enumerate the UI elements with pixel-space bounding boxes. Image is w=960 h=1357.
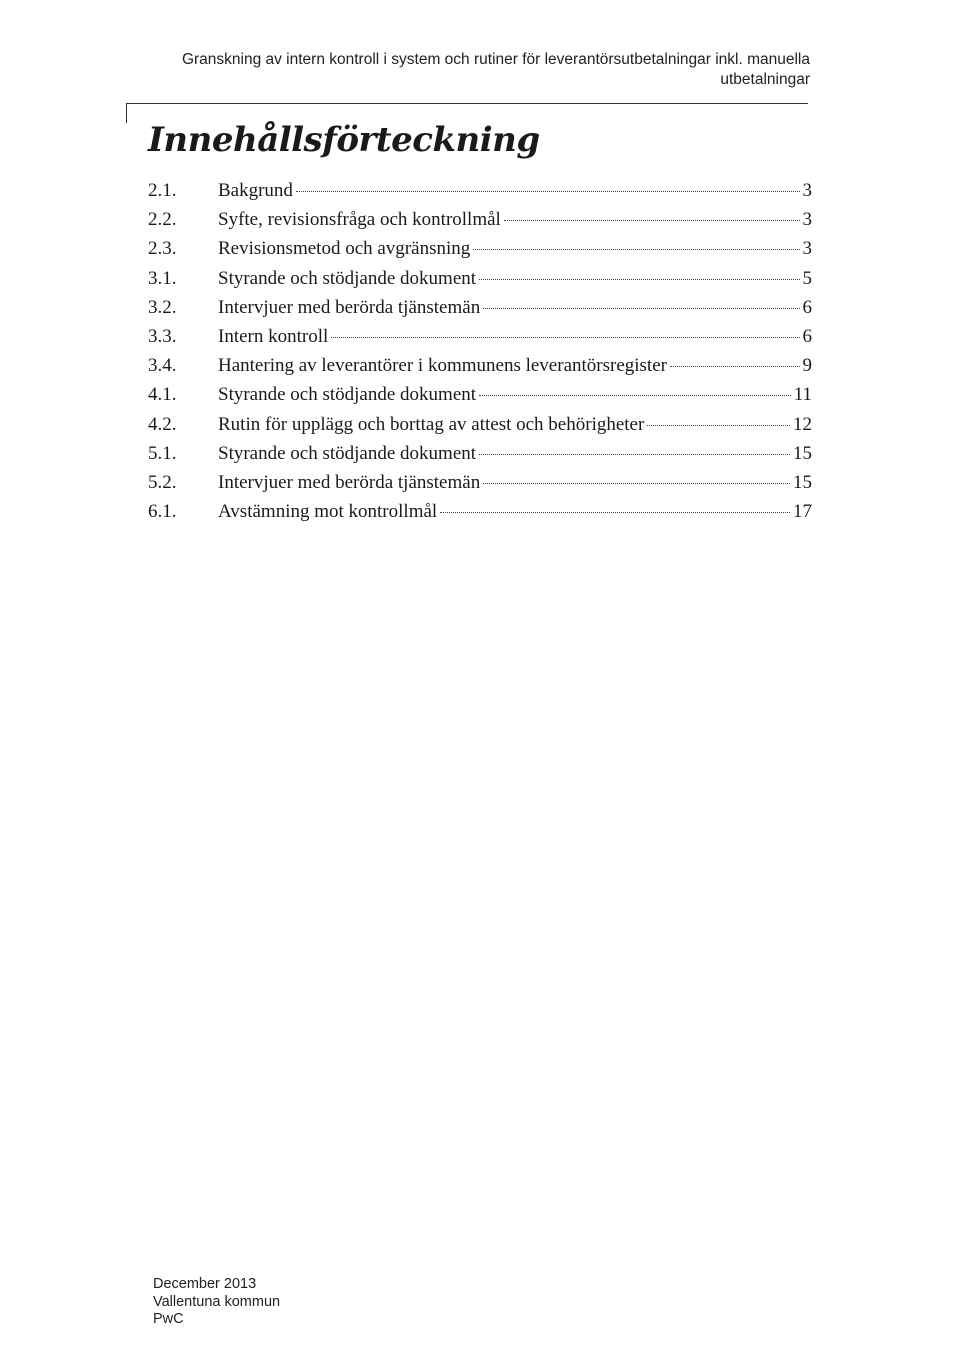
header-rule: [126, 103, 808, 104]
toc-entry[interactable]: [148, 355, 812, 384]
toc-dot-leader: [479, 454, 790, 455]
toc-entry-label: Intern kontroll: [218, 325, 329, 347]
toc-entry-label: Avstämning mot kontrollmål: [218, 501, 438, 523]
toc-dot-leader: [504, 220, 800, 221]
toc-entry-label: Bakgrund: [218, 180, 293, 201]
toc-dot-leader: [479, 279, 799, 280]
header-title-line-1: Granskning av intern kontroll i system och rutiner för leverantörsutbetalningar inkl. manuella: [181, 51, 810, 68]
toc-entry-number: 6.1.: [148, 501, 177, 523]
toc-entry[interactable]: [148, 238, 812, 267]
toc-entry-number: 3.2.: [148, 296, 177, 318]
toc-entry[interactable]: [148, 326, 812, 355]
toc-entry-page: 11: [793, 384, 812, 406]
toc-entry-number: 2.3.: [148, 238, 177, 260]
toc-entry-number: 3.1.: [148, 267, 177, 289]
toc-entry-label: Intervjuer med berörda tjänstemän: [218, 296, 481, 318]
toc-entry-number: 4.1.: [148, 384, 177, 406]
toc-entry-label: Hantering av leverantörer i kommunens leverantörsregister: [218, 355, 667, 377]
toc-entry-label: Rutin för upplägg och borttag av attest och behörigheter: [218, 413, 645, 435]
toc-entry-label: Styrande och stödjande dokument: [218, 442, 477, 464]
toc-dot-leader: [473, 249, 799, 250]
toc-entry-page: 15: [793, 471, 812, 493]
toc-entry[interactable]: [148, 414, 812, 443]
header-rule-tick: [126, 103, 127, 123]
header-title-line-2: utbetalningar: [720, 71, 810, 88]
toc-entry[interactable]: [148, 443, 812, 472]
toc-dot-leader: [296, 191, 800, 192]
toc-entry-label: Intervjuer med berörda tjänstemän: [218, 471, 481, 493]
toc-entry[interactable]: [148, 268, 812, 297]
toc-entry[interactable]: [148, 209, 812, 238]
toc-dot-leader: [479, 395, 791, 396]
toc-entry[interactable]: [148, 384, 812, 413]
toc-list: [148, 180, 812, 530]
toc-entry[interactable]: [148, 297, 812, 326]
toc-entry-label: Syfte, revisionsfråga och kontrollmål: [218, 209, 501, 231]
toc-entry-page: 15: [793, 442, 812, 464]
toc-entry-page: 3: [802, 180, 812, 201]
toc-entry-label: Styrande och stödjande dokument: [218, 384, 477, 406]
toc-entry-label: Styrande och stödjande dokument: [218, 267, 477, 289]
toc-entry-page: 5: [802, 267, 812, 289]
toc-entry[interactable]: [148, 180, 812, 209]
toc-entry-number: 3.4.: [148, 355, 177, 377]
toc-dot-leader: [483, 308, 799, 309]
toc-entry-number: 5.1.: [148, 442, 177, 464]
toc-entry-page: 17: [793, 501, 812, 523]
footer-date: December 2013: [153, 1276, 257, 1292]
page-footer: [153, 1276, 280, 1329]
toc-entry[interactable]: [148, 472, 812, 501]
toc-dot-leader: [331, 337, 799, 338]
toc-entry-page: 6: [802, 296, 812, 318]
toc-dot-leader: [483, 483, 790, 484]
toc-entry-label: Revisionsmetod och avgränsning: [218, 238, 471, 260]
page-header: [170, 50, 810, 90]
toc-dot-leader: [670, 366, 800, 367]
toc-entry-number: 5.2.: [148, 471, 177, 493]
toc-entry-number: 2.1.: [148, 180, 177, 201]
toc-title: Innehållsförteckning: [148, 120, 540, 160]
toc-entry-page: 6: [802, 325, 812, 347]
toc-dot-leader: [647, 425, 790, 426]
footer-organization: Vallentuna kommun: [153, 1293, 281, 1310]
toc-entry[interactable]: [148, 501, 812, 530]
toc-entry-number: 2.2.: [148, 209, 177, 231]
toc-entry-number: 4.2.: [148, 413, 177, 435]
toc-entry-number: 3.3.: [148, 325, 177, 347]
toc-entry-page: 3: [802, 209, 812, 231]
toc-dot-leader: [440, 512, 790, 513]
toc-entry-page: 9: [802, 355, 812, 377]
toc-entry-page: 3: [802, 238, 812, 260]
toc-entry-page: 12: [793, 413, 812, 435]
footer-firm: PwC: [153, 1311, 184, 1327]
